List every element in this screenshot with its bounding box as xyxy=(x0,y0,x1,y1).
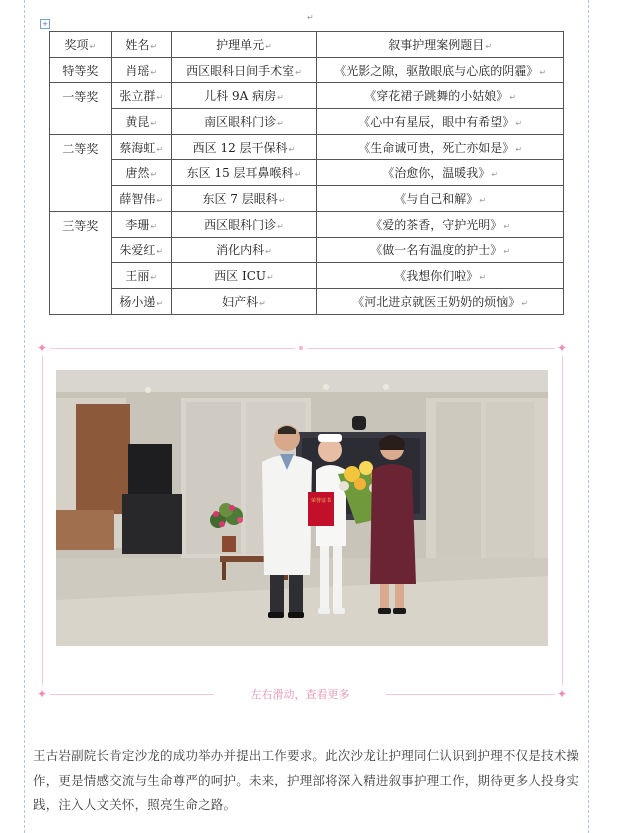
cell-end-mark-icon: ↵ xyxy=(503,247,511,257)
unit-cell xyxy=(171,83,317,109)
page-margin-right xyxy=(588,0,589,833)
table-row xyxy=(50,186,564,212)
frame-bottom-line-left xyxy=(50,694,214,695)
table-row xyxy=(50,83,564,109)
title-text: 《光影之隙，驱散眼底与心底的阴霾》 xyxy=(334,63,539,78)
frame-center-dot xyxy=(299,346,303,350)
prize-cell xyxy=(50,211,112,314)
name-cell xyxy=(111,160,171,186)
name-text: 王丽 xyxy=(125,269,150,284)
cell-end-mark-icon: ↵ xyxy=(479,195,487,205)
cell-end-mark-icon: ↵ xyxy=(277,93,284,103)
prize-label: 三等奖 xyxy=(62,218,99,233)
cell-end-mark-icon: ↵ xyxy=(150,118,158,128)
cell-end-mark-icon: ↵ xyxy=(277,118,284,128)
cell-end-mark-icon: ↵ xyxy=(150,41,158,51)
page-margin-left xyxy=(24,0,25,833)
cell-end-mark-icon: ↵ xyxy=(515,144,523,154)
column-header-label: 奖项 xyxy=(64,37,89,52)
name-cell xyxy=(111,263,171,289)
cell-end-mark-icon: ↵ xyxy=(509,93,517,103)
name-cell xyxy=(111,211,171,237)
unit-cell xyxy=(171,57,317,83)
unit-cell xyxy=(171,109,317,135)
title-cell xyxy=(317,211,564,237)
prize-cell xyxy=(50,57,112,83)
body-paragraph: 王古岩副院长肯定沙龙的成功举办并提出工作要求。此次沙龙让护理同仁认识到护理不仅是技术操作，更是情感交流与生命尊严的呵护。未来，护理部将深入精进叙事护理工作，期待更多人投身实践，注入人文关怀，照亮生命之路。 xyxy=(33,748,580,812)
title-cell xyxy=(317,263,564,289)
cell-end-mark-icon: ↵ xyxy=(265,247,272,257)
table-move-handle-icon[interactable]: + xyxy=(40,19,50,29)
table-row xyxy=(50,57,564,83)
name-text: 薛智伟 xyxy=(119,191,156,206)
unit-text: 消化内科 xyxy=(216,243,265,258)
title-cell xyxy=(317,134,564,160)
name-text: 杨小递 xyxy=(119,294,156,309)
unit-cell xyxy=(171,288,317,314)
frame-top-line-right xyxy=(307,348,555,349)
title-text: 《河北进京就医王奶奶的烦恼》 xyxy=(352,294,521,309)
table-row xyxy=(50,237,564,263)
sparkle-icon: ✦ xyxy=(36,687,48,701)
prize-cell xyxy=(50,83,112,134)
title-text: 《治愈你，温暖我》 xyxy=(382,166,491,181)
prize-cell xyxy=(50,134,112,211)
award-ceremony-photo xyxy=(56,370,548,646)
name-cell xyxy=(111,288,171,314)
cell-end-mark-icon: ↵ xyxy=(515,118,523,128)
name-text: 张立群 xyxy=(119,89,156,104)
column-header xyxy=(317,32,564,58)
cell-end-mark-icon: ↵ xyxy=(265,41,272,51)
unit-cell xyxy=(171,211,317,237)
cell-end-mark-icon: ↵ xyxy=(150,67,158,77)
cell-end-mark-icon: ↵ xyxy=(156,93,164,103)
column-header xyxy=(50,32,112,58)
cell-end-mark-icon: ↵ xyxy=(503,221,511,231)
name-cell xyxy=(111,237,171,263)
unit-text: 西区 ICU xyxy=(214,269,267,284)
cell-end-mark-icon: ↵ xyxy=(277,221,284,231)
table-row xyxy=(50,288,564,314)
unit-text: 东区 15 层耳鼻喉科 xyxy=(186,166,294,181)
cell-end-mark-icon: ↵ xyxy=(150,170,158,180)
cell-end-mark-icon: ↵ xyxy=(294,170,302,180)
cell-end-mark-icon: ↵ xyxy=(295,67,302,77)
title-text: 《爱的茶香，守护光明》 xyxy=(370,217,503,232)
frame-right-line xyxy=(562,356,563,685)
sparkle-icon: ✦ xyxy=(36,341,48,355)
title-cell xyxy=(317,288,564,314)
name-text: 蔡海虹 xyxy=(119,140,156,155)
title-cell xyxy=(317,160,564,186)
table-row xyxy=(50,160,564,186)
title-cell xyxy=(317,57,564,83)
table-row xyxy=(50,109,564,135)
prize-label: 特等奖 xyxy=(62,63,99,78)
cell-end-mark-icon: ↵ xyxy=(89,41,97,51)
unit-text: 西区眼科门诊 xyxy=(204,217,277,232)
frame-top-line-left xyxy=(50,348,295,349)
unit-text: 妇产科 xyxy=(222,294,259,309)
unit-cell xyxy=(171,186,317,212)
title-text: 《我想你们啦》 xyxy=(394,269,479,284)
unit-cell xyxy=(171,263,317,289)
name-text: 朱爱红 xyxy=(119,243,156,258)
table-row xyxy=(50,263,564,289)
name-text: 唐然 xyxy=(125,166,150,181)
column-header-label: 姓名 xyxy=(125,37,150,52)
cell-end-mark-icon: ↵ xyxy=(259,298,266,308)
unit-cell xyxy=(171,237,317,263)
name-text: 黄昆 xyxy=(125,114,150,129)
cell-end-mark-icon: ↵ xyxy=(156,298,164,308)
title-cell xyxy=(317,83,564,109)
frame-left-line xyxy=(42,356,43,685)
cell-end-mark-icon: ↵ xyxy=(156,144,164,154)
cell-end-mark-icon: ↵ xyxy=(485,41,493,51)
title-text: 《与自己和解》 xyxy=(394,191,479,206)
cell-end-mark-icon: ↵ xyxy=(150,221,158,231)
title-text: 《穿花裙子跳舞的小姑娘》 xyxy=(364,89,509,104)
unit-text: 儿科 9A 病房 xyxy=(204,89,277,104)
name-cell xyxy=(111,57,171,83)
title-text: 《心中有星辰，眼中有希望》 xyxy=(358,114,515,129)
unit-text: 东区 7 层眼科 xyxy=(202,191,278,206)
title-cell xyxy=(317,109,564,135)
table-row xyxy=(50,134,564,160)
unit-cell xyxy=(171,134,317,160)
sparkle-icon: ✦ xyxy=(556,341,568,355)
paragraph-mark-icon: ↵ xyxy=(307,13,314,22)
table-header-row xyxy=(50,32,564,58)
unit-cell xyxy=(171,160,317,186)
name-cell xyxy=(111,186,171,212)
swipe-hint: 左右滑动，查看更多 xyxy=(250,688,350,701)
cell-end-mark-icon: ↵ xyxy=(288,144,296,154)
name-cell xyxy=(111,134,171,160)
name-text: 李珊 xyxy=(125,217,150,232)
awards-table xyxy=(49,31,564,315)
unit-text: 南区眼科门诊 xyxy=(204,114,277,129)
name-cell xyxy=(111,109,171,135)
unit-text: 西区眼科日间手术室 xyxy=(186,63,295,78)
name-cell xyxy=(111,83,171,109)
cell-end-mark-icon: ↵ xyxy=(479,273,487,283)
cell-end-mark-icon: ↵ xyxy=(278,195,286,205)
cell-end-mark-icon: ↵ xyxy=(156,247,164,257)
title-text: 《做一名有温度的护士》 xyxy=(370,243,503,258)
title-cell xyxy=(317,186,564,212)
prize-label: 二等奖 xyxy=(62,141,99,156)
name-text: 肖瑶 xyxy=(125,63,150,78)
cell-end-mark-icon: ↵ xyxy=(267,273,274,283)
column-header xyxy=(111,32,171,58)
frame-bottom-line-right xyxy=(386,694,555,695)
prize-label: 一等奖 xyxy=(62,90,99,105)
cell-end-mark-icon: ↵ xyxy=(491,170,499,180)
sparkle-icon: ✦ xyxy=(556,687,568,701)
title-text: 《生命诚可贵，死亡亦如是》 xyxy=(358,140,515,155)
title-cell xyxy=(317,237,564,263)
table-row xyxy=(50,211,564,237)
cell-end-mark-icon: ↵ xyxy=(156,195,164,205)
certificate-text: 荣誉证书 xyxy=(310,498,332,504)
cell-end-mark-icon: ↵ xyxy=(539,67,547,77)
unit-text: 西区 12 层干保科 xyxy=(192,140,288,155)
cell-end-mark-icon: ↵ xyxy=(521,298,529,308)
cell-end-mark-icon: ↵ xyxy=(150,273,158,283)
column-header xyxy=(171,32,317,58)
column-header-label: 叙事护理案例题目 xyxy=(388,37,485,52)
column-header-label: 护理单元 xyxy=(216,37,265,52)
